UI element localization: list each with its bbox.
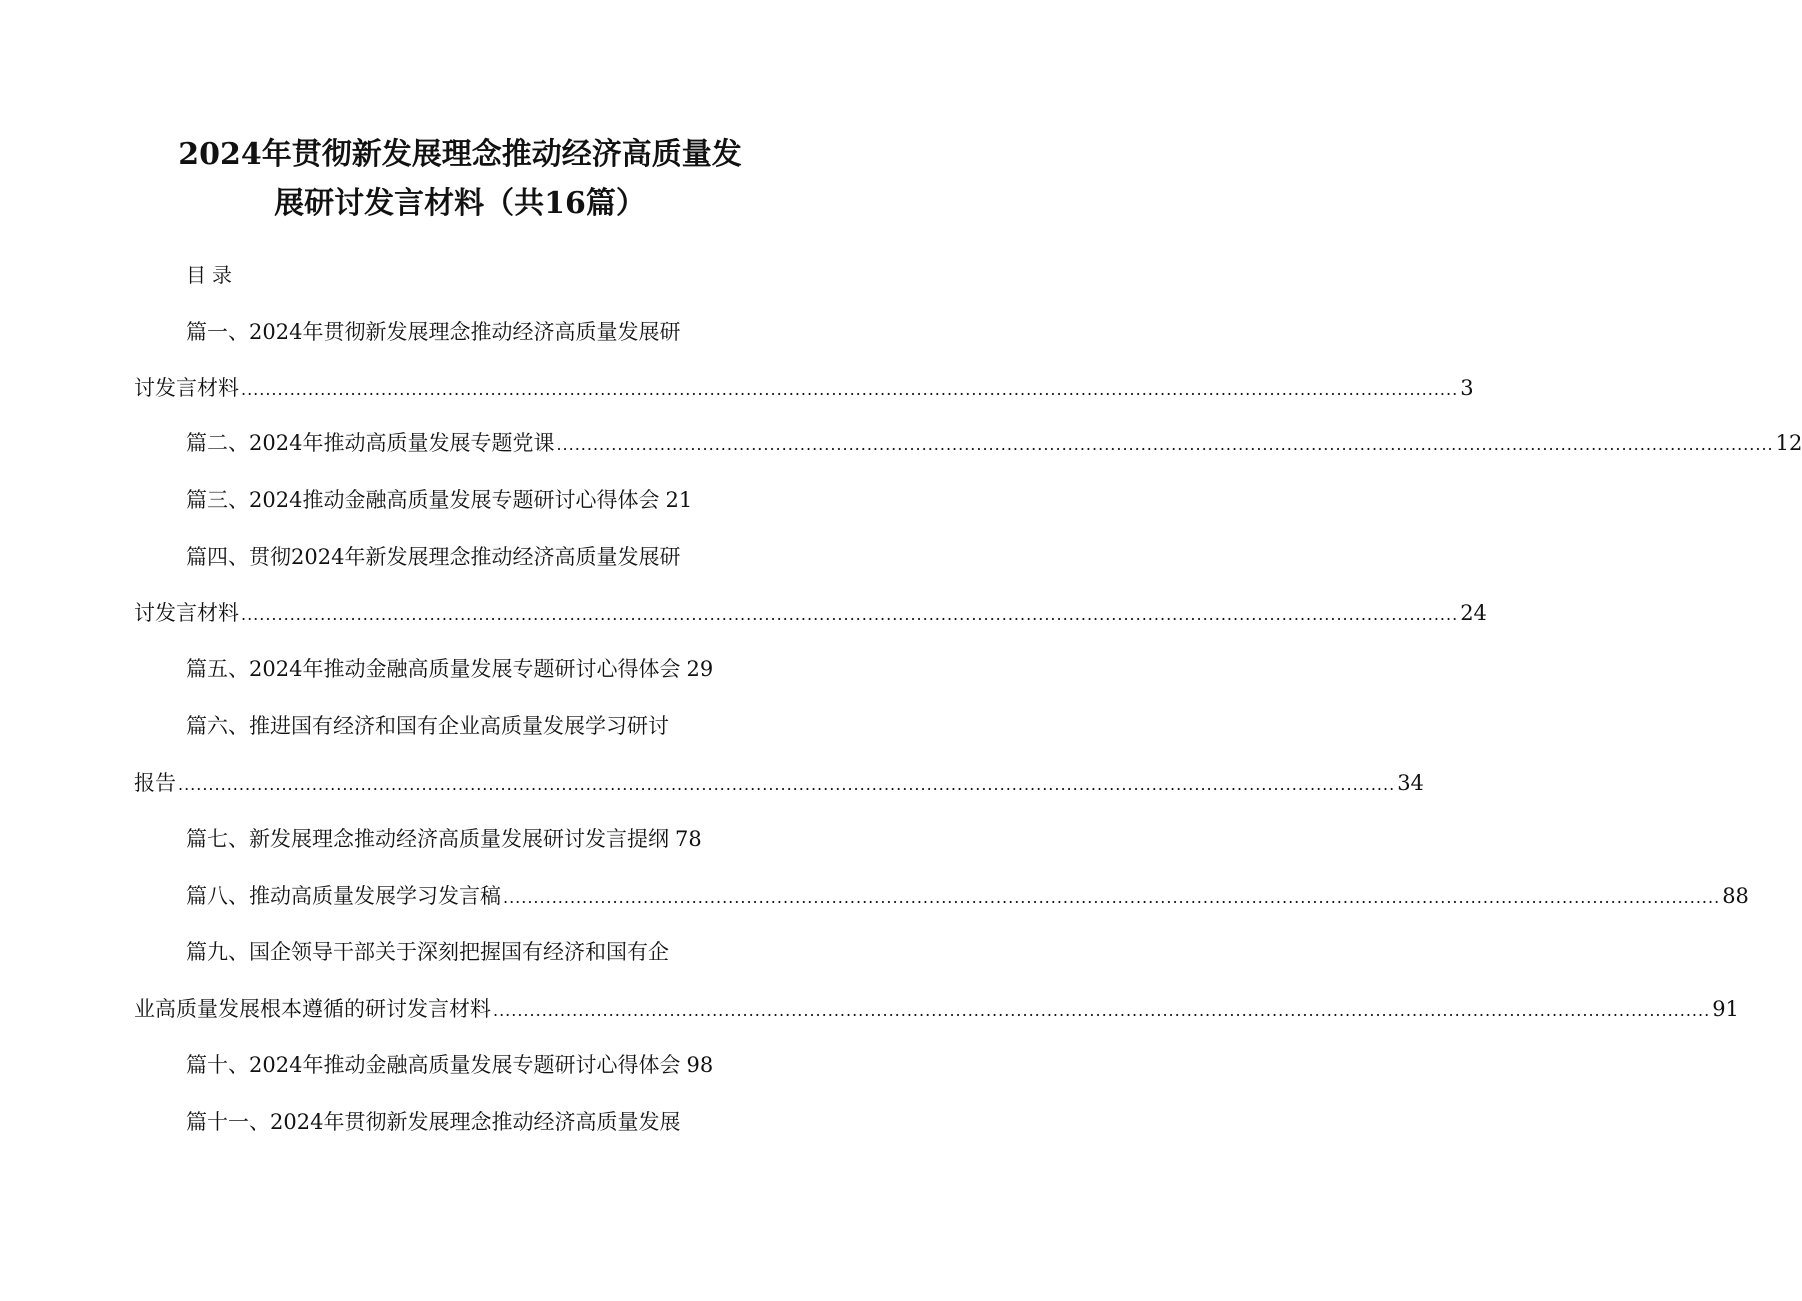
toc-page-number: 3: [1460, 376, 1474, 400]
toc-page-number: 78: [675, 827, 702, 851]
toc-entry-label: 篇七、新发展理念推动经济高质量发展研讨发言提纲: [186, 827, 669, 851]
toc-leader-dots: ........................................................................................................................................................................................................: [241, 380, 1459, 399]
toc-entry-6-line2[interactable]: [134, 771, 1424, 797]
toc-entry-9-line1[interactable]: [186, 942, 669, 966]
toc-entry-3[interactable]: [186, 490, 692, 514]
toc-entry-label: 讨发言材料: [134, 601, 239, 625]
toc-entry-label: 业高质量发展根本遵循的研讨发言材料: [134, 997, 491, 1021]
toc-leader-dots: ........................................................................................................................................................................................................: [556, 435, 1774, 454]
toc-entry-label: 篇五、2024年推动金融高质量发展专题研讨心得体会: [186, 657, 681, 681]
toc-entry-8[interactable]: [186, 884, 1749, 910]
toc-entry-5[interactable]: [186, 659, 713, 683]
toc-entry-4-line1[interactable]: [186, 547, 680, 571]
toc-entry-label: 篇十、2024年推动金融高质量发展专题研讨心得体会: [186, 1053, 681, 1077]
toc-leader-dots: ........................................................................................................................................................................................................: [493, 1001, 1711, 1020]
toc-entry-6-line1[interactable]: [186, 716, 669, 740]
toc-page-number: 34: [1397, 771, 1424, 795]
toc-leader-dots: ........................................................................................................................................................................................................: [178, 775, 1396, 794]
toc-entry-label: 篇八、推动高质量发展学习发言稿: [186, 884, 501, 908]
toc-entry-label: 报告: [134, 771, 176, 795]
toc-entry-label: 篇六、推进国有经济和国有企业高质量发展学习研讨: [186, 714, 669, 738]
toc-entry-1-line2[interactable]: [134, 376, 1474, 402]
toc-page-number: 21: [665, 488, 693, 512]
toc-page-number: 12: [1775, 431, 1802, 455]
toc-page-number: 98: [686, 1053, 714, 1077]
toc-entry-label: 篇十一、2024年贯彻新发展理念推动经济高质量发展: [186, 1110, 681, 1134]
toc-heading: 目录: [186, 263, 238, 287]
toc-entry-10[interactable]: [186, 1055, 713, 1079]
toc-leader-dots: ........................................................................................................................................................................................................: [241, 605, 1459, 624]
toc-entry-label: 篇一、2024年贯彻新发展理念推动经济高质量发展研: [186, 320, 681, 344]
toc-entry-11-line1[interactable]: [186, 1112, 680, 1136]
toc-page-number: 91: [1712, 997, 1739, 1021]
toc-leader-dots: ........................................................................................................................................................................................................: [503, 888, 1721, 907]
toc-page-number: 88: [1722, 884, 1749, 908]
toc-entry-label: 讨发言材料: [134, 376, 239, 400]
toc-entry-1-line1[interactable]: [186, 322, 680, 346]
toc-entry-label: 篇四、贯彻2024年新发展理念推动经济高质量发展研: [186, 545, 681, 569]
toc-entry-7[interactable]: [186, 829, 702, 853]
toc-page-number: 24: [1460, 601, 1487, 625]
toc-entry-label: 篇三、2024推动金融高质量发展专题研讨心得体会: [186, 488, 660, 512]
toc-entry-label: 篇二、2024年推动高质量发展专题党课: [186, 431, 555, 455]
toc-entry-label: 篇九、国企领导干部关于深刻把握国有经济和国有企: [186, 940, 669, 964]
document-title-line1: 2024年贯彻新发展理念推动经济高质量发: [178, 137, 742, 172]
toc-entry-4-line2[interactable]: [134, 601, 1487, 627]
toc-entry-9-line2[interactable]: [134, 997, 1739, 1023]
document-title-line2: 展研讨发言材料（共16篇）: [274, 186, 646, 221]
toc-page-number: 29: [686, 657, 714, 681]
toc-entry-2[interactable]: [186, 431, 1802, 457]
